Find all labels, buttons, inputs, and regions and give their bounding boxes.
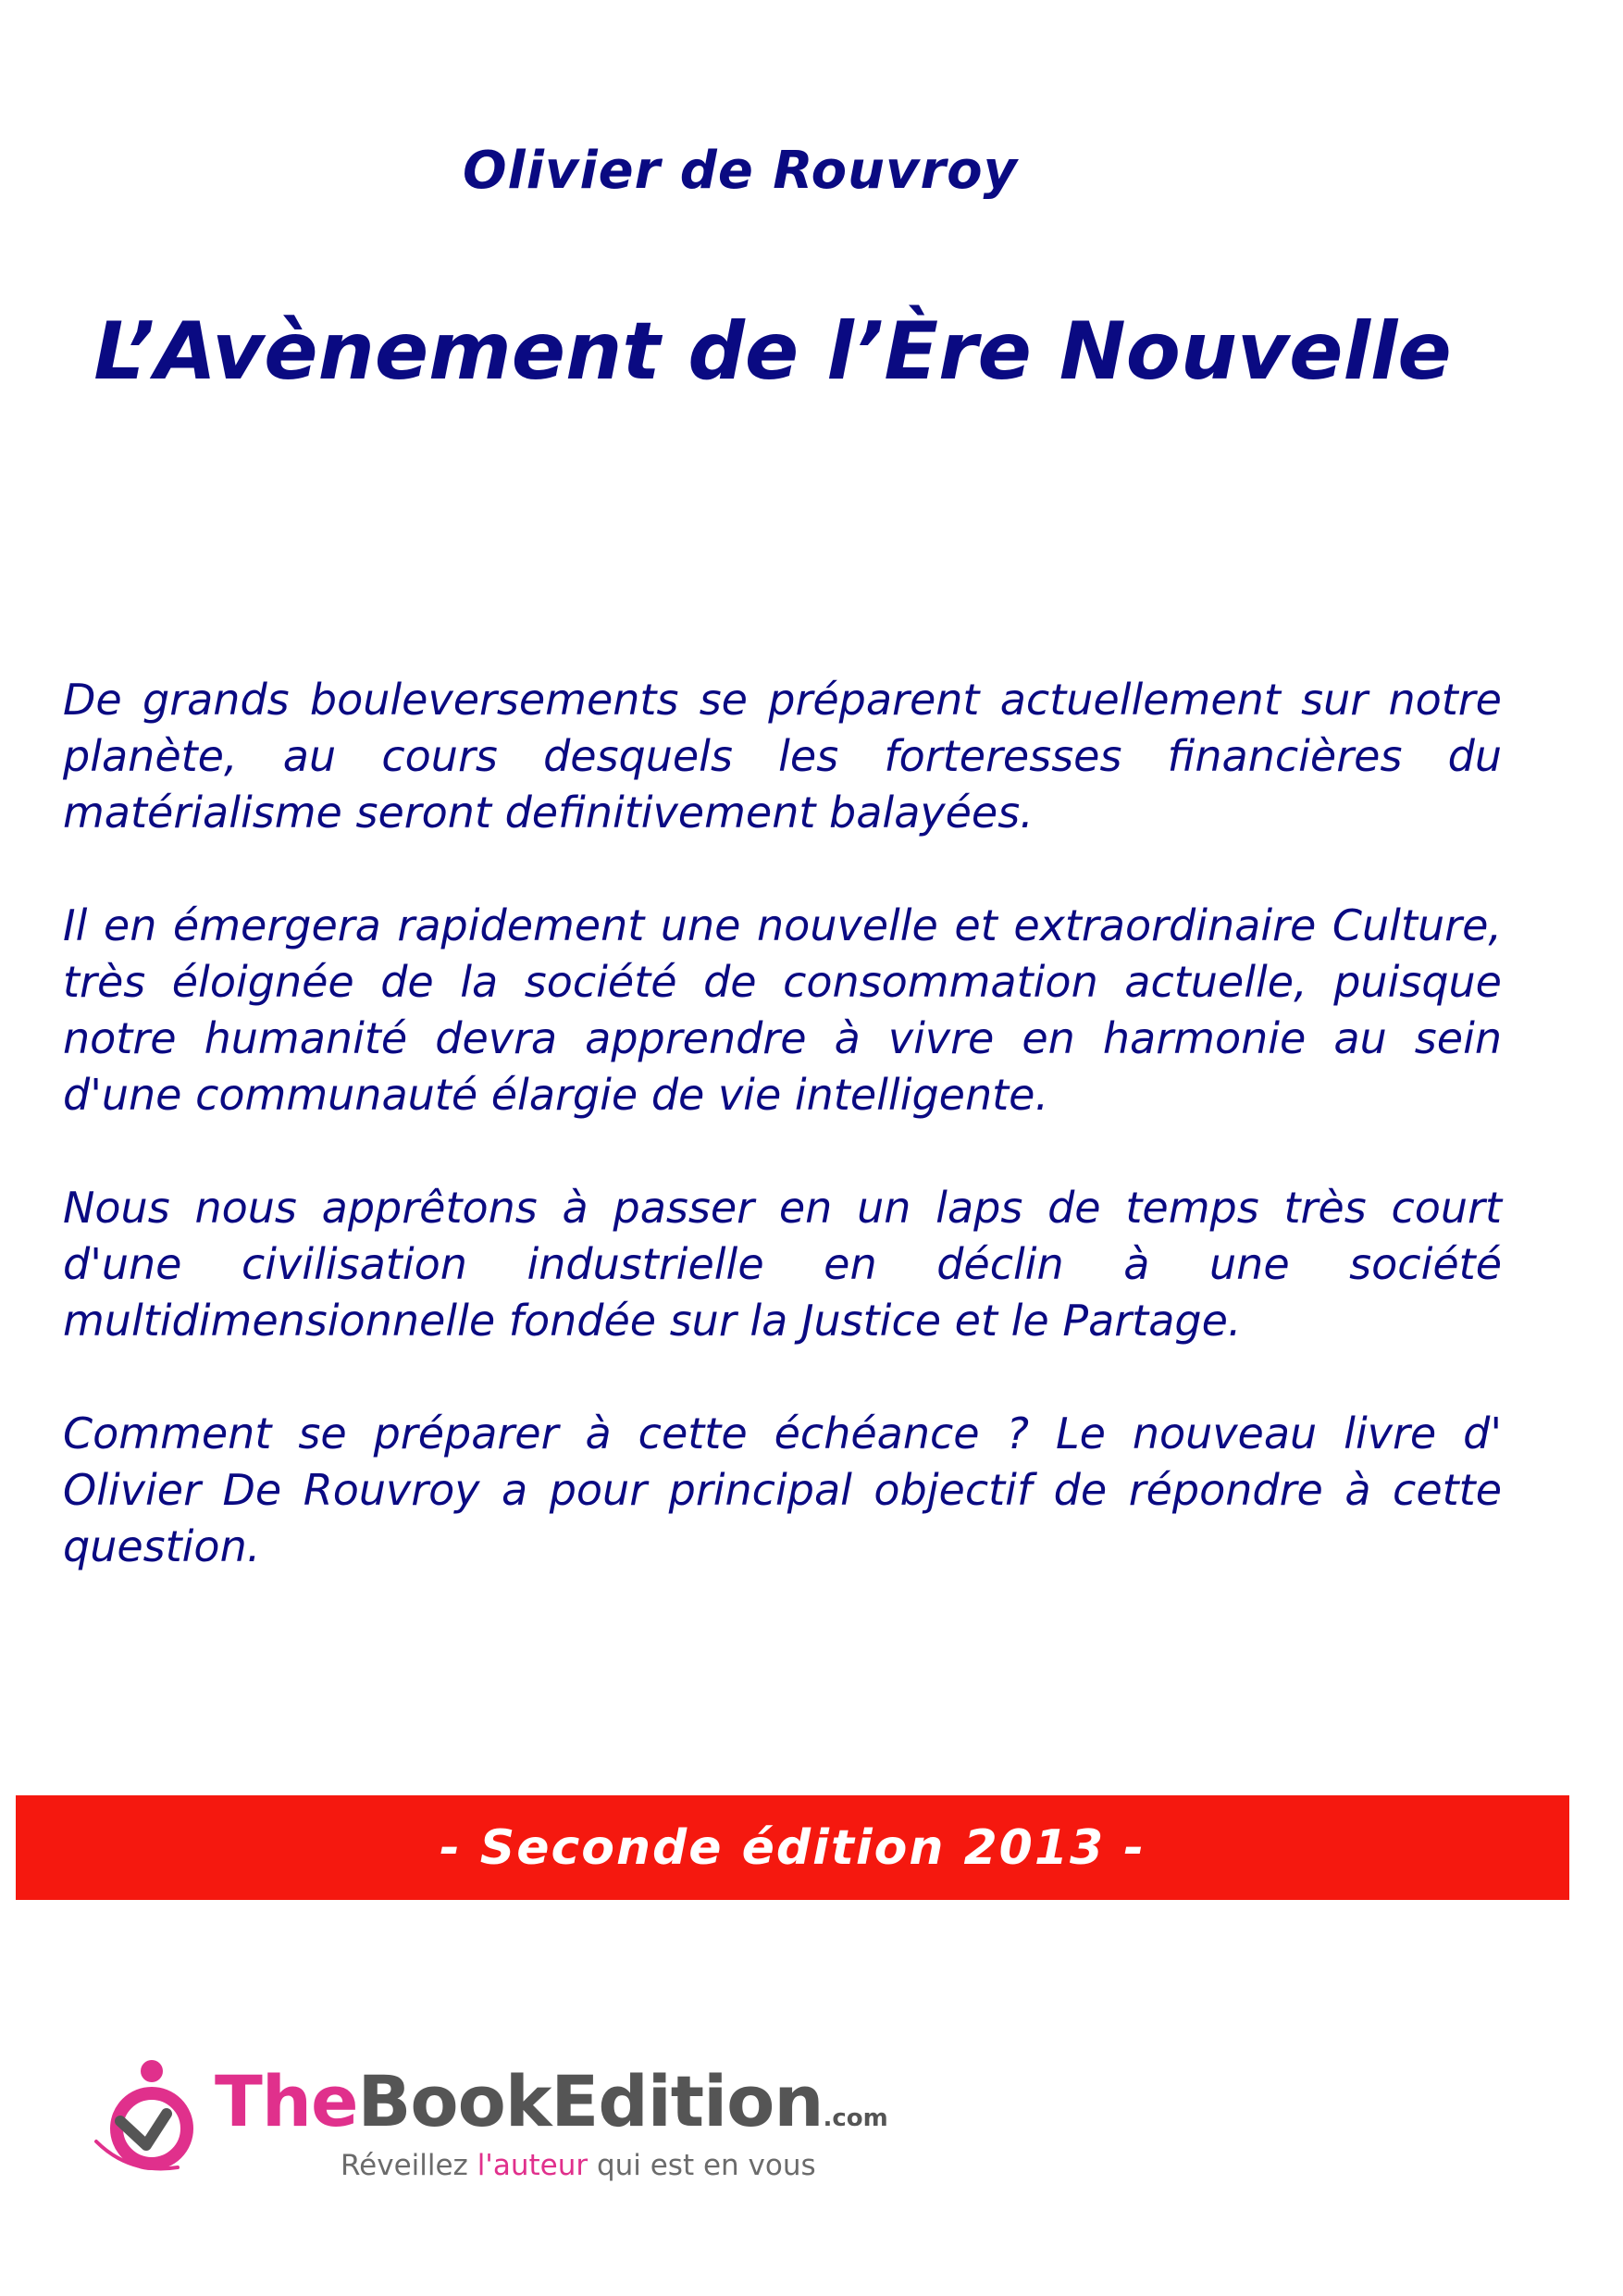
edition-banner xyxy=(16,1795,1569,1900)
blurb-paragraph-3: Nous nous apprêtons à passer en un laps de temps très court d'une civilisation industrielle en déclin à une société multidimensionnelle fondée sur la Justice et le Partage. xyxy=(63,1183,1502,1346)
publisher-logo xyxy=(93,2056,888,2195)
tagline-start: Réveillez xyxy=(341,2149,477,2182)
blurb-paragraph-1: De grands bouleversements se préparent actuellement sur notre planète, au cours desquels les forteresses financières du matérialisme seront definitivement balayées. xyxy=(63,675,1502,838)
wordmark-suffix: .com xyxy=(823,2104,888,2132)
tagline-end: qui est en vous xyxy=(588,2149,816,2182)
publisher-wordmark xyxy=(215,2060,888,2142)
author-name: Olivier de Rouvroy xyxy=(462,141,1019,201)
publisher-person-icon xyxy=(93,2056,204,2177)
wordmark-bookedition: BookEdition xyxy=(357,2060,824,2142)
blurb-paragraph-2: Il en émergera rapidement une nouvelle et extraordinaire Culture, très éloignée de la société de consommation actuelle, puisque notre humanité devra apprendre à vivre en harmonie au sein d'une communauté élargie de vie intelligente. xyxy=(63,900,1502,1120)
book-title: L’Avènement de l’Ère Nouvelle xyxy=(93,305,1452,398)
edition-banner-text: - Seconde édition 2013 - xyxy=(440,1819,1146,1876)
back-cover-blurb xyxy=(63,672,1502,1632)
publisher-tagline xyxy=(341,2149,816,2182)
tagline-accent: l'auteur xyxy=(477,2149,588,2182)
blurb-paragraph-4: Comment se préparer à cette échéance ? Le nouveau livre d' Olivier De Rouvroy a pour principal objectif de répondre à cette question. xyxy=(63,1409,1502,1571)
wordmark-the: The xyxy=(215,2060,358,2142)
